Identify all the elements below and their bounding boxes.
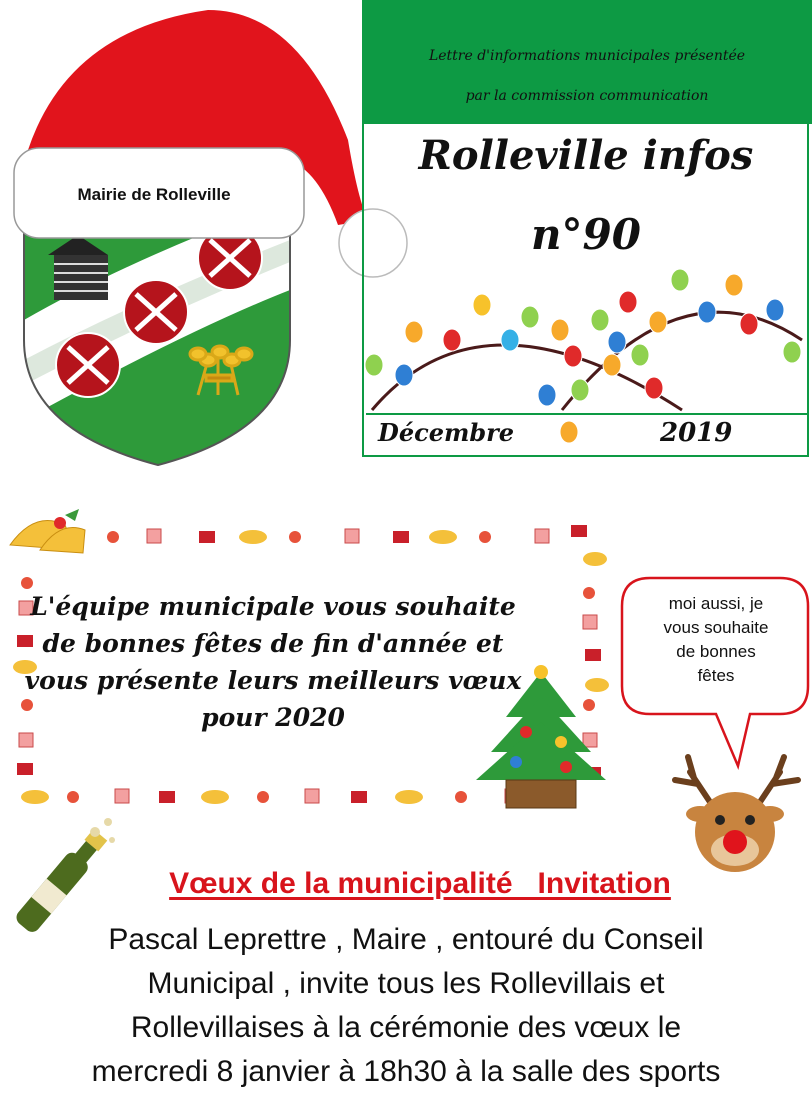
greeting-message	[18, 588, 528, 736]
newsletter-title: Rolleville infos	[418, 132, 754, 179]
greeting-line: de bonnes fêtes de fin d'année et	[42, 629, 504, 658]
reindeer-icon	[660, 752, 810, 882]
invitation-body	[0, 918, 812, 1094]
invitation-line: mercredi 8 janvier à 18h30 à la salle des sports	[91, 1055, 721, 1088]
bubble-message	[636, 592, 796, 688]
newsletter-header-band	[362, 0, 812, 124]
invitation-line: Municipal , invite tous les Rollevillais et	[147, 967, 665, 1000]
invitation-title: Vœux de la municipalité Invitation	[169, 867, 671, 900]
issue-year: 2019	[660, 418, 733, 448]
mairie-label: Mairie de Rolleville	[77, 185, 231, 204]
issue-number: n°90	[531, 210, 641, 259]
greeting-line: vous présente leurs meilleurs vœux	[24, 666, 522, 695]
bubble-line: moi aussi, je	[668, 594, 764, 613]
issue-month: Décembre	[378, 418, 515, 447]
date-divider	[366, 413, 808, 415]
band-line-2: par la commission communication	[465, 88, 709, 104]
greeting-line: pour 2020	[201, 703, 345, 732]
invitation-line: Rollevillaises à la cérémonie des vœux le	[130, 1011, 682, 1044]
bell-icon	[10, 509, 85, 553]
bubble-line: fêtes	[697, 666, 735, 685]
band-line-1: Lettre d'informations municipales présentée	[428, 48, 746, 64]
greeting-line: L'équipe municipale vous souhaite	[30, 592, 516, 621]
bubble-line: de bonnes	[676, 642, 756, 661]
invitation-line: Pascal Leprettre , Maire , entouré du Conseil	[108, 923, 704, 956]
christmas-tree-icon	[466, 662, 616, 810]
bubble-line: vous souhaite	[663, 618, 769, 637]
